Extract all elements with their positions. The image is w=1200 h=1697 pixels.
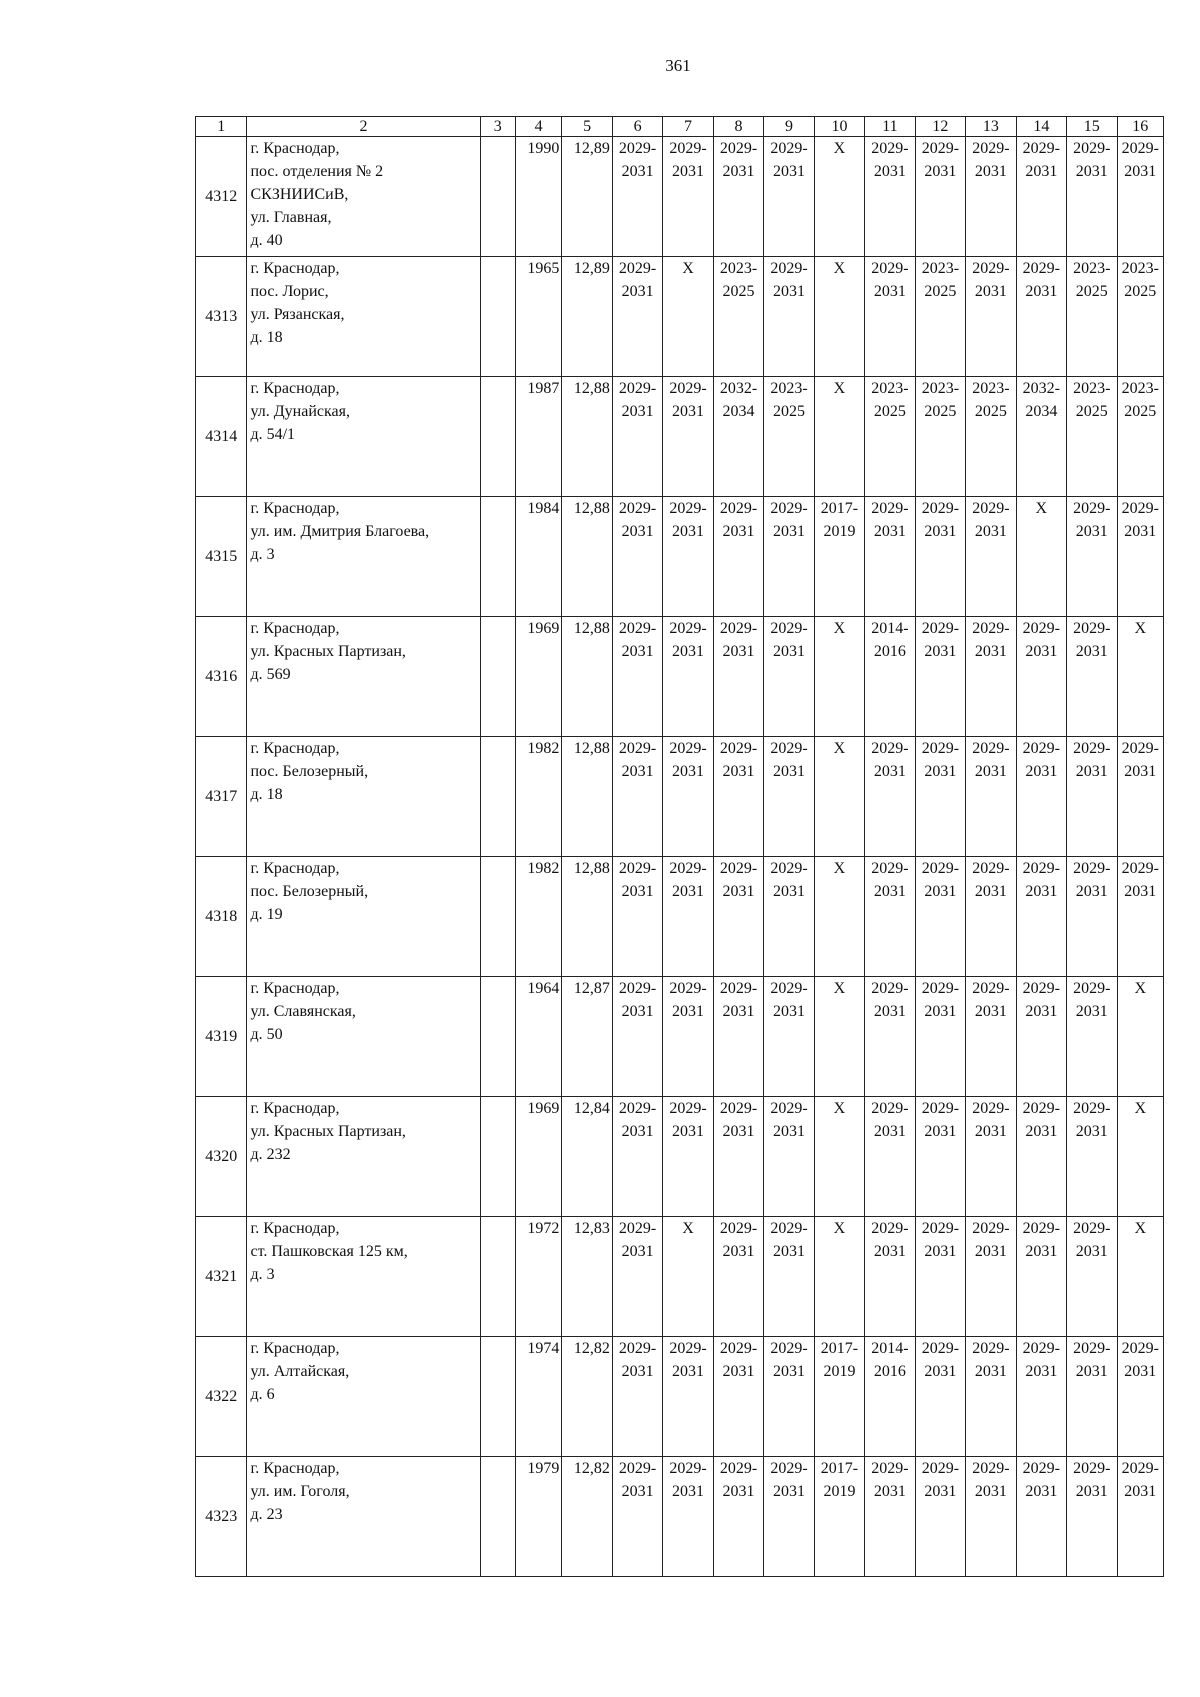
- not-applicable-cell: X: [1117, 617, 1163, 737]
- period-cell: 2029- 2031: [1067, 1337, 1117, 1457]
- address-line: д. 3: [250, 1266, 275, 1283]
- period-cell: 2023- 2025: [1117, 377, 1163, 497]
- address-line: ул. Дунайская,: [250, 403, 350, 420]
- address-cell: [247, 977, 480, 1097]
- column-header: 3: [480, 117, 515, 137]
- period-cell: 2029- 2031: [713, 857, 763, 977]
- not-applicable-cell: X: [663, 1217, 713, 1337]
- period-cell: 2029- 2031: [1016, 1337, 1066, 1457]
- period-cell: 2029- 2031: [865, 1217, 915, 1337]
- period-cell: 2029- 2031: [612, 1097, 662, 1217]
- empty-cell: [480, 1097, 515, 1217]
- table-row: [196, 137, 1164, 257]
- not-applicable-cell: X: [814, 377, 864, 497]
- period-cell: 2023- 2025: [865, 377, 915, 497]
- address-line: г. Краснодар,: [250, 980, 340, 997]
- address-cell: [247, 377, 480, 497]
- address-line: г. Краснодар,: [250, 1460, 340, 1477]
- period-cell: 2029- 2031: [1117, 137, 1163, 257]
- period-cell: 2029- 2031: [612, 1457, 662, 1577]
- address-cell: [247, 497, 480, 617]
- address-cell: [247, 857, 480, 977]
- table-row: [196, 617, 1164, 737]
- address-line: д. 40: [250, 232, 283, 249]
- year-cell: 1990: [515, 137, 561, 257]
- period-cell: 2029- 2031: [612, 497, 662, 617]
- value-cell: 12,88: [562, 737, 612, 857]
- column-header: 6: [612, 117, 662, 137]
- address-line: ул. им. Гоголя,: [250, 1483, 350, 1500]
- period-cell: 2029- 2031: [713, 1337, 763, 1457]
- period-cell: 2029- 2031: [663, 617, 713, 737]
- period-cell: 2029- 2031: [915, 617, 965, 737]
- table-row: [196, 737, 1164, 857]
- period-cell: 2029- 2031: [1117, 857, 1163, 977]
- table-row: [196, 497, 1164, 617]
- address-cell: [247, 1217, 480, 1337]
- period-cell: 2029- 2031: [865, 737, 915, 857]
- table-row: [196, 1337, 1164, 1457]
- period-cell: 2023- 2025: [764, 377, 814, 497]
- period-cell: 2029- 2031: [1067, 1217, 1117, 1337]
- address-line: д. 18: [250, 786, 283, 803]
- address-line: г. Краснодар,: [250, 1220, 340, 1237]
- column-header: 7: [663, 117, 713, 137]
- address-line: ул. Рязанская,: [250, 306, 345, 323]
- not-applicable-cell: X: [1117, 1097, 1163, 1217]
- period-cell: 2029- 2031: [865, 1457, 915, 1577]
- not-applicable-cell: X: [814, 977, 864, 1097]
- period-cell: 2029- 2031: [915, 1097, 965, 1217]
- period-cell: 2029- 2031: [865, 1097, 915, 1217]
- period-cell: 2029- 2031: [1016, 1217, 1066, 1337]
- column-header: 13: [966, 117, 1016, 137]
- period-cell: 2029- 2031: [865, 497, 915, 617]
- address-line: ул. Красных Партизан,: [250, 643, 406, 660]
- empty-cell: [480, 1457, 515, 1577]
- not-applicable-cell: X: [814, 617, 864, 737]
- address-line: г. Краснодар,: [250, 620, 340, 637]
- period-cell: 2029- 2031: [1067, 617, 1117, 737]
- year-cell: 1984: [515, 497, 561, 617]
- period-cell: 2029- 2031: [1016, 137, 1066, 257]
- row-number-cell: 4317: [196, 737, 247, 857]
- value-cell: 12,88: [562, 857, 612, 977]
- period-cell: 2029- 2031: [713, 617, 763, 737]
- period-cell: 2029- 2031: [915, 737, 965, 857]
- period-cell: 2029- 2031: [663, 1337, 713, 1457]
- period-cell: 2029- 2031: [966, 1097, 1016, 1217]
- period-cell: 2029- 2031: [663, 1097, 713, 1217]
- address-line: пос. Лорис,: [250, 283, 329, 300]
- period-cell: 2029- 2031: [612, 617, 662, 737]
- address-line: д. 569: [250, 666, 291, 683]
- column-header: 14: [1016, 117, 1066, 137]
- value-cell: 12,88: [562, 377, 612, 497]
- row-number-cell: 4323: [196, 1457, 247, 1577]
- period-cell: 2023- 2025: [1067, 257, 1117, 377]
- row-number-cell: 4312: [196, 137, 247, 257]
- table-row: [196, 377, 1164, 497]
- address-cell: [247, 1457, 480, 1577]
- period-cell: 2029- 2031: [1067, 1097, 1117, 1217]
- period-cell: 2017- 2019: [814, 497, 864, 617]
- address-line: д. 232: [250, 1146, 291, 1163]
- period-cell: 2032- 2034: [1016, 377, 1066, 497]
- header-row: [196, 117, 1164, 137]
- period-cell: 2029- 2031: [1067, 1457, 1117, 1577]
- year-cell: 1969: [515, 1097, 561, 1217]
- period-cell: 2029- 2031: [764, 137, 814, 257]
- address-cell: [247, 137, 480, 257]
- period-cell: 2029- 2031: [764, 1337, 814, 1457]
- period-cell: 2029- 2031: [966, 1457, 1016, 1577]
- year-cell: 1964: [515, 977, 561, 1097]
- empty-cell: [480, 497, 515, 617]
- address-line: ст. Пашковская 125 км,: [250, 1243, 408, 1260]
- not-applicable-cell: X: [1117, 1217, 1163, 1337]
- table-row: [196, 257, 1164, 377]
- period-cell: 2029- 2031: [966, 617, 1016, 737]
- address-line: СКЗНИИСиВ,: [250, 186, 349, 203]
- period-cell: 2029- 2031: [865, 257, 915, 377]
- period-cell: 2029- 2031: [612, 857, 662, 977]
- address-line: ул. Славянская,: [250, 1003, 356, 1020]
- period-cell: 2029- 2031: [915, 1337, 965, 1457]
- period-cell: 2029- 2031: [612, 1217, 662, 1337]
- period-cell: 2029- 2031: [663, 377, 713, 497]
- column-header: 10: [814, 117, 864, 137]
- period-cell: 2029- 2031: [713, 1097, 763, 1217]
- period-cell: 2029- 2031: [663, 1457, 713, 1577]
- not-applicable-cell: X: [814, 857, 864, 977]
- period-cell: 2029- 2031: [915, 977, 965, 1097]
- period-cell: 2023- 2025: [915, 377, 965, 497]
- address-line: д. 18: [250, 329, 283, 346]
- period-cell: 2029- 2031: [966, 977, 1016, 1097]
- empty-cell: [480, 617, 515, 737]
- column-header: 2: [247, 117, 480, 137]
- period-cell: 2023- 2025: [1117, 257, 1163, 377]
- table-row: [196, 1217, 1164, 1337]
- period-cell: 2023- 2025: [1067, 377, 1117, 497]
- column-header: 5: [562, 117, 612, 137]
- row-number-cell: 4322: [196, 1337, 247, 1457]
- row-number-cell: 4320: [196, 1097, 247, 1217]
- column-header: 12: [915, 117, 965, 137]
- period-cell: 2029- 2031: [1016, 1457, 1066, 1577]
- year-cell: 1979: [515, 1457, 561, 1577]
- not-applicable-cell: X: [663, 257, 713, 377]
- period-cell: 2029- 2031: [612, 377, 662, 497]
- period-cell: 2029- 2031: [915, 1457, 965, 1577]
- period-cell: 2029- 2031: [966, 257, 1016, 377]
- period-cell: 2029- 2031: [966, 1337, 1016, 1457]
- value-cell: 12,88: [562, 497, 612, 617]
- row-number-cell: 4321: [196, 1217, 247, 1337]
- period-cell: 2029- 2031: [915, 1217, 965, 1337]
- period-cell: 2014- 2016: [865, 617, 915, 737]
- period-cell: 2029- 2031: [713, 737, 763, 857]
- period-cell: 2029- 2031: [612, 257, 662, 377]
- empty-cell: [480, 137, 515, 257]
- period-cell: 2029- 2031: [966, 857, 1016, 977]
- address-cell: [247, 617, 480, 737]
- period-cell: 2029- 2031: [764, 497, 814, 617]
- table-row: [196, 1457, 1164, 1577]
- period-cell: 2029- 2031: [663, 857, 713, 977]
- empty-cell: [480, 257, 515, 377]
- period-cell: 2029- 2031: [663, 497, 713, 617]
- period-cell: 2029- 2031: [1016, 257, 1066, 377]
- address-line: д. 23: [250, 1506, 283, 1523]
- period-cell: 2029- 2031: [612, 737, 662, 857]
- address-line: г. Краснодар,: [250, 860, 340, 877]
- empty-cell: [480, 977, 515, 1097]
- period-cell: 2029- 2031: [764, 617, 814, 737]
- table-row: [196, 857, 1164, 977]
- value-cell: 12,87: [562, 977, 612, 1097]
- period-cell: 2029- 2031: [612, 977, 662, 1097]
- period-cell: 2029- 2031: [865, 137, 915, 257]
- address-line: д. 54/1: [250, 426, 296, 443]
- address-line: г. Краснодар,: [250, 140, 340, 157]
- period-cell: 2029- 2031: [764, 977, 814, 1097]
- address-line: пос. Белозерный,: [250, 763, 369, 780]
- address-line: д. 6: [250, 1386, 275, 1403]
- address-line: г. Краснодар,: [250, 1100, 340, 1117]
- column-header: 11: [865, 117, 915, 137]
- not-applicable-cell: X: [814, 137, 864, 257]
- period-cell: 2029- 2031: [1016, 737, 1066, 857]
- column-header: 8: [713, 117, 763, 137]
- year-cell: 1969: [515, 617, 561, 737]
- period-cell: 2029- 2031: [1016, 857, 1066, 977]
- table-row: [196, 1097, 1164, 1217]
- row-number-cell: 4319: [196, 977, 247, 1097]
- not-applicable-cell: X: [1117, 977, 1163, 1097]
- period-cell: 2023- 2025: [915, 257, 965, 377]
- address-line: г. Краснодар,: [250, 1340, 340, 1357]
- table-body: [196, 137, 1164, 1577]
- period-cell: 2029- 2031: [1067, 737, 1117, 857]
- period-cell: 2029- 2031: [1117, 1337, 1163, 1457]
- row-number-cell: 4316: [196, 617, 247, 737]
- period-cell: 2029- 2031: [966, 497, 1016, 617]
- period-cell: 2029- 2031: [713, 977, 763, 1097]
- period-cell: 2029- 2031: [1117, 737, 1163, 857]
- address-line: пос. Белозерный,: [250, 883, 369, 900]
- housing-schedule-table: [195, 116, 1164, 1577]
- empty-cell: [480, 737, 515, 857]
- period-cell: 2029- 2031: [612, 137, 662, 257]
- period-cell: 2029- 2031: [1067, 497, 1117, 617]
- not-applicable-cell: X: [1016, 497, 1066, 617]
- year-cell: 1965: [515, 257, 561, 377]
- period-cell: 2029- 2031: [1117, 497, 1163, 617]
- address-line: г. Краснодар,: [250, 380, 340, 397]
- address-cell: [247, 737, 480, 857]
- period-cell: 2029- 2031: [1067, 977, 1117, 1097]
- period-cell: 2029- 2031: [966, 137, 1016, 257]
- address-line: ул. Главная,: [250, 209, 332, 226]
- year-cell: 1974: [515, 1337, 561, 1457]
- period-cell: 2029- 2031: [764, 1097, 814, 1217]
- empty-cell: [480, 1337, 515, 1457]
- period-cell: 2029- 2031: [764, 737, 814, 857]
- row-number-cell: 4318: [196, 857, 247, 977]
- period-cell: 2029- 2031: [713, 497, 763, 617]
- not-applicable-cell: X: [814, 1217, 864, 1337]
- period-cell: 2029- 2031: [764, 1457, 814, 1577]
- address-line: ул. Красных Партизан,: [250, 1123, 406, 1140]
- period-cell: 2029- 2031: [1117, 1457, 1163, 1577]
- period-cell: 2029- 2031: [612, 1337, 662, 1457]
- not-applicable-cell: X: [814, 257, 864, 377]
- period-cell: 2029- 2031: [764, 1217, 814, 1337]
- period-cell: 2029- 2031: [1016, 1097, 1066, 1217]
- empty-cell: [480, 1217, 515, 1337]
- address-line: г. Краснодар,: [250, 260, 340, 277]
- page-number: 361: [665, 56, 691, 75]
- year-cell: 1982: [515, 737, 561, 857]
- address-line: ул. им. Дмитрия Благоева,: [250, 523, 430, 540]
- table-row: [196, 977, 1164, 1097]
- period-cell: 2029- 2031: [713, 137, 763, 257]
- address-line: д. 3: [250, 546, 275, 563]
- period-cell: 2029- 2031: [764, 857, 814, 977]
- address-line: ул. Алтайская,: [250, 1363, 350, 1380]
- period-cell: 2029- 2031: [713, 1457, 763, 1577]
- period-cell: 2029- 2031: [663, 137, 713, 257]
- period-cell: 2017- 2019: [814, 1457, 864, 1577]
- row-number-cell: 4314: [196, 377, 247, 497]
- year-cell: 1987: [515, 377, 561, 497]
- period-cell: 2029- 2031: [713, 1217, 763, 1337]
- column-header: 15: [1067, 117, 1117, 137]
- period-cell: 2029- 2031: [966, 1217, 1016, 1337]
- column-header: 16: [1117, 117, 1163, 137]
- value-cell: 12,88: [562, 617, 612, 737]
- value-cell: 12,89: [562, 257, 612, 377]
- value-cell: 12,82: [562, 1457, 612, 1577]
- period-cell: 2029- 2031: [1067, 137, 1117, 257]
- not-applicable-cell: X: [814, 1097, 864, 1217]
- empty-cell: [480, 857, 515, 977]
- row-number-cell: 4313: [196, 257, 247, 377]
- address-cell: [247, 1097, 480, 1217]
- period-cell: 2029- 2031: [1016, 617, 1066, 737]
- period-cell: 2032- 2034: [713, 377, 763, 497]
- value-cell: 12,84: [562, 1097, 612, 1217]
- period-cell: 2029- 2031: [915, 497, 965, 617]
- period-cell: 2029- 2031: [865, 977, 915, 1097]
- period-cell: 2029- 2031: [915, 137, 965, 257]
- value-cell: 12,83: [562, 1217, 612, 1337]
- period-cell: 2029- 2031: [865, 857, 915, 977]
- period-cell: 2029- 2031: [764, 257, 814, 377]
- period-cell: 2029- 2031: [966, 737, 1016, 857]
- address-line: д. 19: [250, 906, 283, 923]
- address-cell: [247, 257, 480, 377]
- year-cell: 1982: [515, 857, 561, 977]
- address-line: г. Краснодар,: [250, 500, 340, 517]
- period-cell: 2029- 2031: [663, 737, 713, 857]
- address-line: г. Краснодар,: [250, 740, 340, 757]
- period-cell: 2029- 2031: [663, 977, 713, 1097]
- value-cell: 12,89: [562, 137, 612, 257]
- address-cell: [247, 1337, 480, 1457]
- period-cell: 2023- 2025: [713, 257, 763, 377]
- column-header: 1: [196, 117, 247, 137]
- address-line: д. 50: [250, 1026, 283, 1043]
- value-cell: 12,82: [562, 1337, 612, 1457]
- period-cell: 2014- 2016: [865, 1337, 915, 1457]
- period-cell: 2029- 2031: [1067, 857, 1117, 977]
- address-line: пос. отделения № 2: [250, 163, 384, 180]
- column-header: 9: [764, 117, 814, 137]
- period-cell: 2029- 2031: [1016, 977, 1066, 1097]
- period-cell: 2023- 2025: [966, 377, 1016, 497]
- column-header: 4: [515, 117, 561, 137]
- period-cell: 2017- 2019: [814, 1337, 864, 1457]
- period-cell: 2029- 2031: [915, 857, 965, 977]
- not-applicable-cell: X: [814, 737, 864, 857]
- year-cell: 1972: [515, 1217, 561, 1337]
- row-number-cell: 4315: [196, 497, 247, 617]
- empty-cell: [480, 377, 515, 497]
